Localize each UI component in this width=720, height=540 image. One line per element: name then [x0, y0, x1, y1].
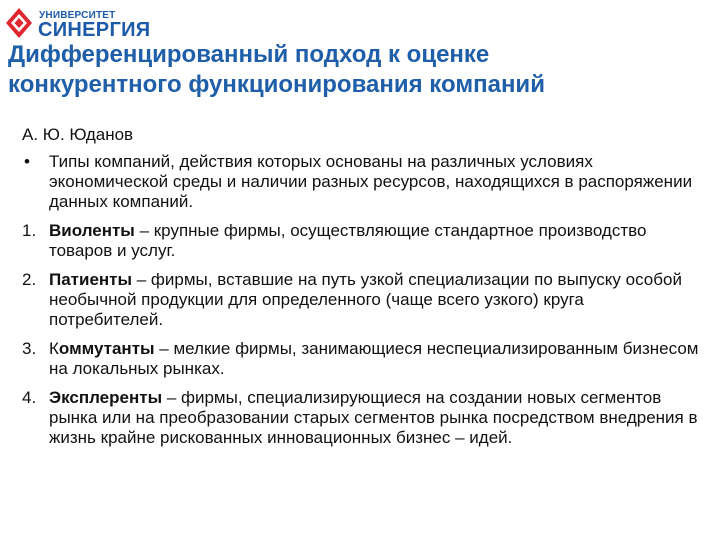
- slide-content: [22, 125, 702, 457]
- term-violents: Виоленты: [49, 221, 135, 240]
- term-description: – фирмы, специализирующиеся на создании новых сегментов рынка или на преобразовании старых сегментов рынка посредством внедрения в жизнь крайне рискованных инновационных бизнес – идей.: [49, 388, 698, 447]
- list-item-2: [22, 270, 702, 330]
- term-patients: Патиенты: [49, 270, 133, 289]
- logo-synergy-text: СИНЕРГИЯ: [38, 19, 151, 41]
- term-description: – фирмы, вставшие на путь узкой специализации по выпуску особой необычной продукции для определенного (чаще всего узкого) круга потребителей.: [49, 270, 682, 329]
- list-marker: 3.: [22, 339, 37, 358]
- title-line-2: конкурентного функционирования компаний: [8, 71, 545, 98]
- synergy-logo-icon: [6, 8, 32, 38]
- term-commutants: оммутанты: [58, 339, 155, 358]
- term-explerents: Эксплеренты: [49, 388, 163, 407]
- title-line-1: Дифференцированный подход к оценке: [8, 41, 490, 68]
- list-item-3: [22, 339, 702, 379]
- bullet-item: [22, 152, 702, 212]
- list-marker: 4.: [22, 388, 37, 407]
- list-marker: 2.: [22, 270, 37, 289]
- term-description: – мелкие фирмы, занимающиеся неспециализированным бизнесом на локальных рынках.: [49, 339, 699, 378]
- term-prefix: К: [49, 339, 59, 358]
- list-marker: 1.: [22, 221, 37, 240]
- university-logo: [6, 4, 156, 42]
- page-title: [8, 40, 708, 100]
- list-item-4: [22, 388, 702, 448]
- list-item-1: [22, 221, 702, 261]
- bullet-text: Типы компаний, действия которых основаны на различных условиях экономической среды и наличии разных ресурсов, находящихся в распоряжении данных компаний.: [49, 152, 693, 211]
- term-description: – крупные фирмы, осуществляющие стандартное производство товаров и услуг.: [49, 221, 647, 260]
- logo-university-text: УНИВЕРСИТЕТ: [39, 10, 116, 21]
- author-name: А. Ю. Юданов: [22, 125, 134, 144]
- bullet-marker: •: [24, 152, 30, 171]
